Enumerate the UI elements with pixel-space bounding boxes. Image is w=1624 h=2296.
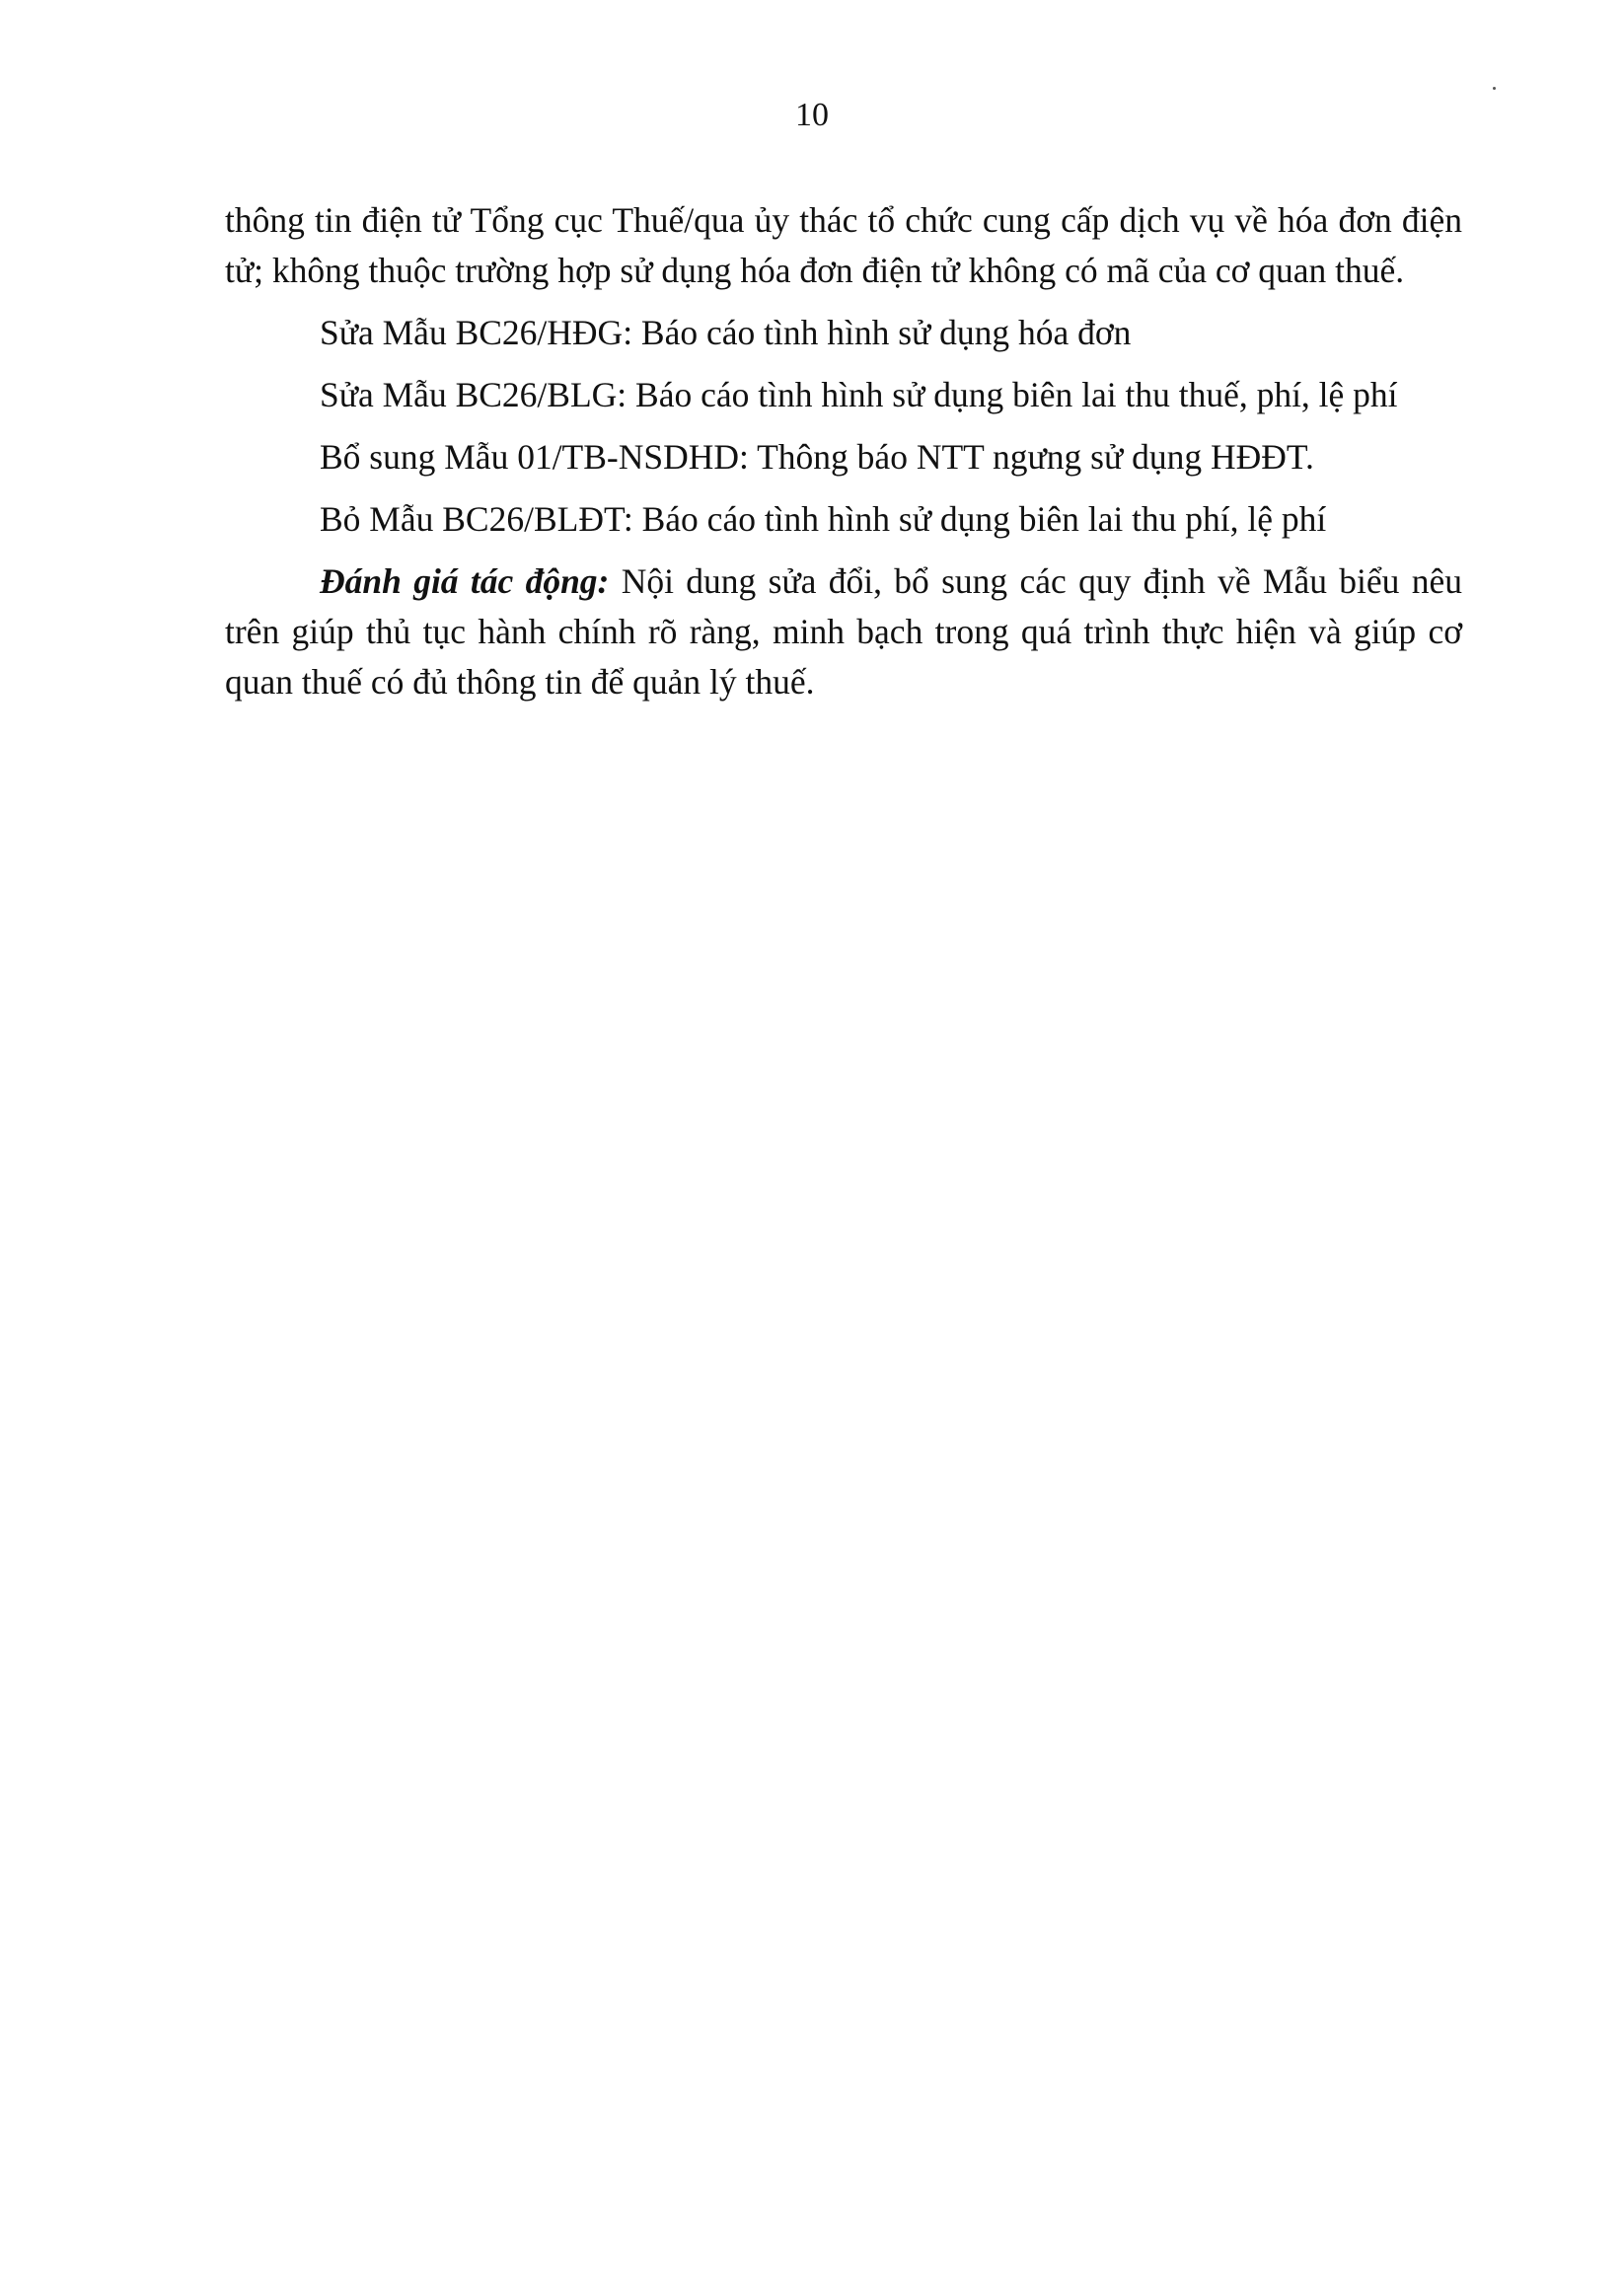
paragraph-impact-assessment (225, 556, 1462, 707)
document-body (225, 195, 1462, 719)
paragraph-form-bc26-bldt: Bỏ Mẫu BC26/BLĐT: Báo cáo tình hình sử dụng biên lai thu phí, lệ phí (320, 499, 1327, 539)
impact-assessment-label: Đánh giá tác động: (320, 561, 610, 601)
paragraph-form-bc26-blg: Sửa Mẫu BC26/BLG: Báo cáo tình hình sử dụng biên lai thu thuế, phí, lệ phí (320, 375, 1398, 414)
paragraph-form-01-tb-nsdhd: Bổ sung Mẫu 01/TB-NSDHD: Thông báo NTT ngưng sử dụng HĐĐT. (320, 437, 1314, 477)
paragraph-continuation: thông tin điện tử Tổng cục Thuế/qua ủy thác tổ chức cung cấp dịch vụ về hóa đơn điện tử; không thuộc trường hợp sử dụng hóa đơn điện tử không có mã của cơ quan thuế. (225, 200, 1462, 290)
scan-speck (1493, 87, 1496, 90)
page-number: 10 (795, 97, 829, 133)
impact-assessment-text: Nội dung sửa đổi, bổ sung các quy định về Mẫu biểu nêu trên giúp thủ tục hành chính rõ ràng, minh bạch trong quá trình thực hiện và giúp cơ quan thuế có đủ thông tin để quản lý thuế. (225, 561, 1463, 702)
paragraph-form-bc26-hdg: Sửa Mẫu BC26/HĐG: Báo cáo tình hình sử dụng hóa đơn (320, 313, 1132, 352)
